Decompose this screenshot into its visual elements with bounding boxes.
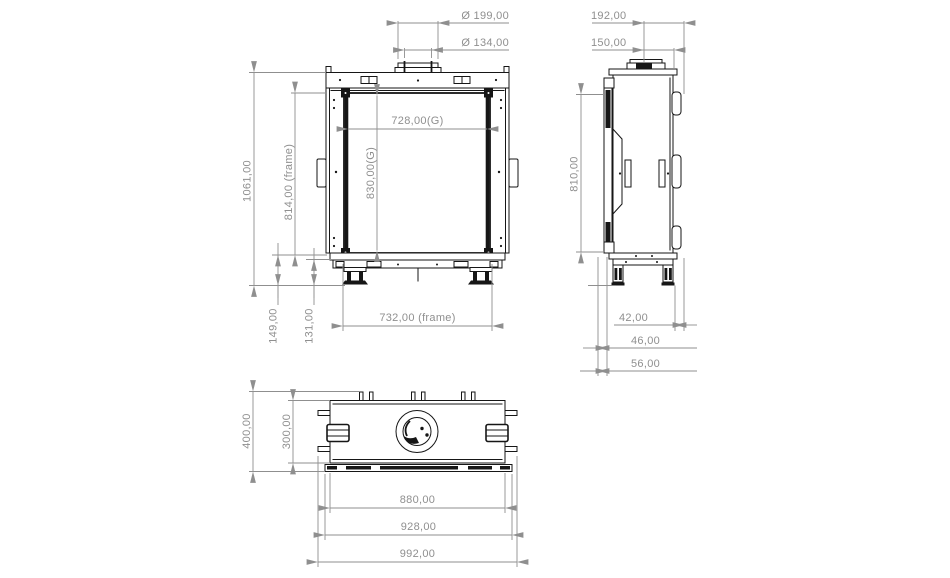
body-front [326,88,509,253]
dim-overall-height: 1061,00 [241,160,254,202]
side-slot-right [659,160,665,187]
dim-offset-b: 46,00 [631,335,661,347]
side-top-plate [609,69,677,75]
left-screw-dot [335,171,337,173]
dim-glass-height: 830,00(G) [364,146,377,200]
top-view-geometry [318,392,517,472]
dim-flue-to-body-back: 150,00 [591,37,627,49]
dim-overall-depth: 400,00 [240,413,253,449]
dim-glass-width: 728,00(G) [391,115,444,127]
dim-base-a: 149,00 [267,308,280,344]
dim-frame-width: 732,00 (frame) [379,312,456,324]
front-view [241,10,518,344]
dim-body-depth: 300,00 [280,413,293,450]
side-slot-left [625,160,631,187]
top-body [330,401,505,464]
left-handle [317,159,326,187]
dim-flue-inner: Ø 134,00 [461,37,509,49]
side-flue-collar [627,60,665,70]
flue-collar [395,61,441,73]
top-view [241,392,517,568]
dim-body-width: 880,00 [399,494,436,506]
front-frame-band [325,465,512,472]
dim-flue-to-back: 192,00 [591,10,627,22]
side-view [568,10,697,376]
right-screw-dot [498,171,500,173]
right-handle [509,159,518,187]
dim-offset-c: 56,00 [631,358,661,370]
dim-frame-height: 814,00 (frame) [282,143,295,221]
top-handle-right [486,425,508,442]
side-view-geometry [604,60,681,286]
base-assembly-front [330,253,505,285]
dim-frame-width-top: 928,00 [400,521,437,533]
dim-base-b: 131,00 [303,308,316,344]
side-base-assembly [609,253,677,286]
top-handle-left [327,425,349,442]
dim-door-height: 810,00 [568,156,581,192]
front-view-geometry [317,61,518,285]
dim-flue-outer: Ø 199,00 [461,10,509,22]
dim-offset-a: 42,00 [619,312,649,324]
dim-overall-width: 992,00 [399,548,436,560]
